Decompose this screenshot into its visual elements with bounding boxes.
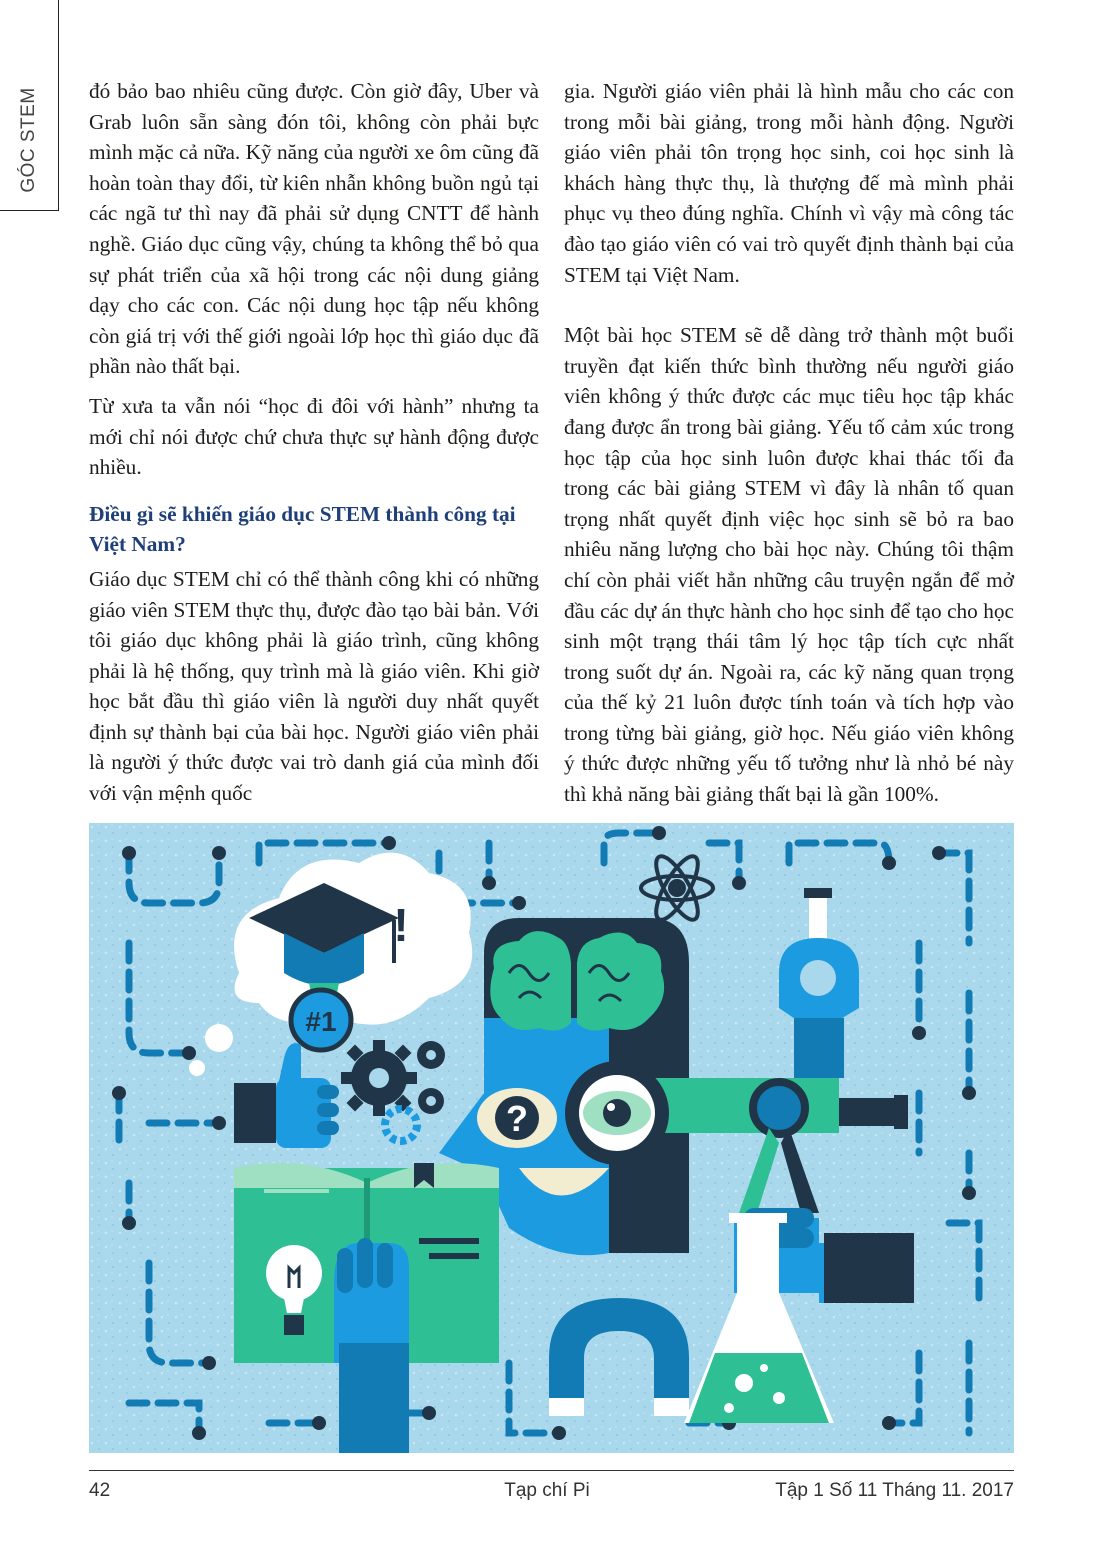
issue-info: Tập 1 Số 11 Tháng 11. 2017: [775, 1480, 1014, 1501]
section-heading: Điều gì sẽ khiến giáo dục STEM thành công tại Việt Nam?: [89, 501, 516, 557]
right-paragraph-2: Một bài học STEM sẽ dễ dàng trở thành một buổi truyền đạt kiến thức bình thường nếu người giáo viên không ý thức được các mục tiêu học tập khác đang được ẩn trong bài giảng. Yếu tố cảm xúc trong học tập của học sinh luôn được khai thác tối đa trong các bài giảng STEM vì đây là nhân tố quan trọng nhất quyết định việc học sinh sẽ bỏ ra bao nhiêu năng lượng cho bài học này. Chúng tôi thậm chí còn phải viết hẳn những câu truyện ngắn để mở đầu các dự án thực hành cho học sinh để tạo cho học sinh một trạng thái tâm lý học tập tích cực nhất trong suốt dự án. Ngoài ra, các kỹ năng quan trọng của thế kỷ 21 luôn được tính toán và tích hợp vào trong từng bài giảng, giờ học. Nếu giáo viên không ý thức được những yếu tố tưởng như là nhỏ bé này thì khả năng bài giảng thất bại là gần 100%.: [564, 323, 1014, 807]
left-paragraph-3: Giáo dục STEM chỉ có thể thành công khi có những giáo viên STEM thực thụ, được đào tạo bài bản. Với tôi giáo dục không phải là giáo trình, cũng không phải là hệ thống, quy trình mà là giáo viên. Khi giờ học bắt đầu thì giáo viên là người duy nhất quyết định sự thành bại của bài học. Người giáo viên phải là người ý thức được vai trò danh giá của mình đối với vận mệnh quốc: [89, 566, 539, 806]
right-column: [564, 76, 1014, 819]
rank-badge: [291, 990, 351, 1050]
stem-illustration: [89, 823, 1014, 1453]
question-mark: ?: [506, 1098, 528, 1139]
footer-rule: [89, 1470, 1014, 1471]
page-number: 42: [89, 1480, 111, 1501]
right-paragraph-1: gia. Người giáo viên phải là hình mẫu cho các con trong mỗi bài giảng, trong mỗi hành động. Người giáo viên phải tôn trọng học sinh, coi học sinh là khách hàng thực thụ, là thượng đế mà mình phải phục vụ theo đúng nghĩa. Chính vì vậy mà công tác đào tạo giáo viên có vai trò quyết định thành bại của STEM tại Việt Nam.: [564, 79, 1014, 287]
exclamation-mark: !: [393, 899, 409, 951]
rank-badge-text: #1: [305, 1006, 337, 1037]
section-tab: [0, 0, 59, 211]
magazine-name: Tạp chí Pi: [504, 1480, 590, 1501]
raised-hand: [334, 1238, 409, 1453]
left-paragraph-1: đó bảo bao nhiêu cũng được. Còn giờ đây, Uber và Grab luôn sẵn sàng đón tôi, không còn phải bực mình mặc cả nữa. Kỹ năng của người xe ôm cũng đã hoàn toàn thay đổi, từ kiên nhẫn không buồn ngủ tại các ngã tư thì nay đã phải sử dụng CNTT để hành nghề. Giáo dục cũng vậy, chúng ta không thể bỏ qua sự phát triển của xã hội trong các nội dung giảng dạy cho các con. Các nội dung học tập nếu không còn giá trị với thế giới ngoài lớp học thì giáo dục đã phần nào thất bại.: [89, 79, 539, 379]
left-paragraph-2: Từ xưa ta vẫn nói “học đi đôi với hành” nhưng ta mới chỉ nói được chứ chưa thực sự hành động được nhiều.: [89, 393, 539, 480]
section-tab-label: GÓC STEM: [18, 87, 39, 193]
left-column: [89, 76, 539, 818]
